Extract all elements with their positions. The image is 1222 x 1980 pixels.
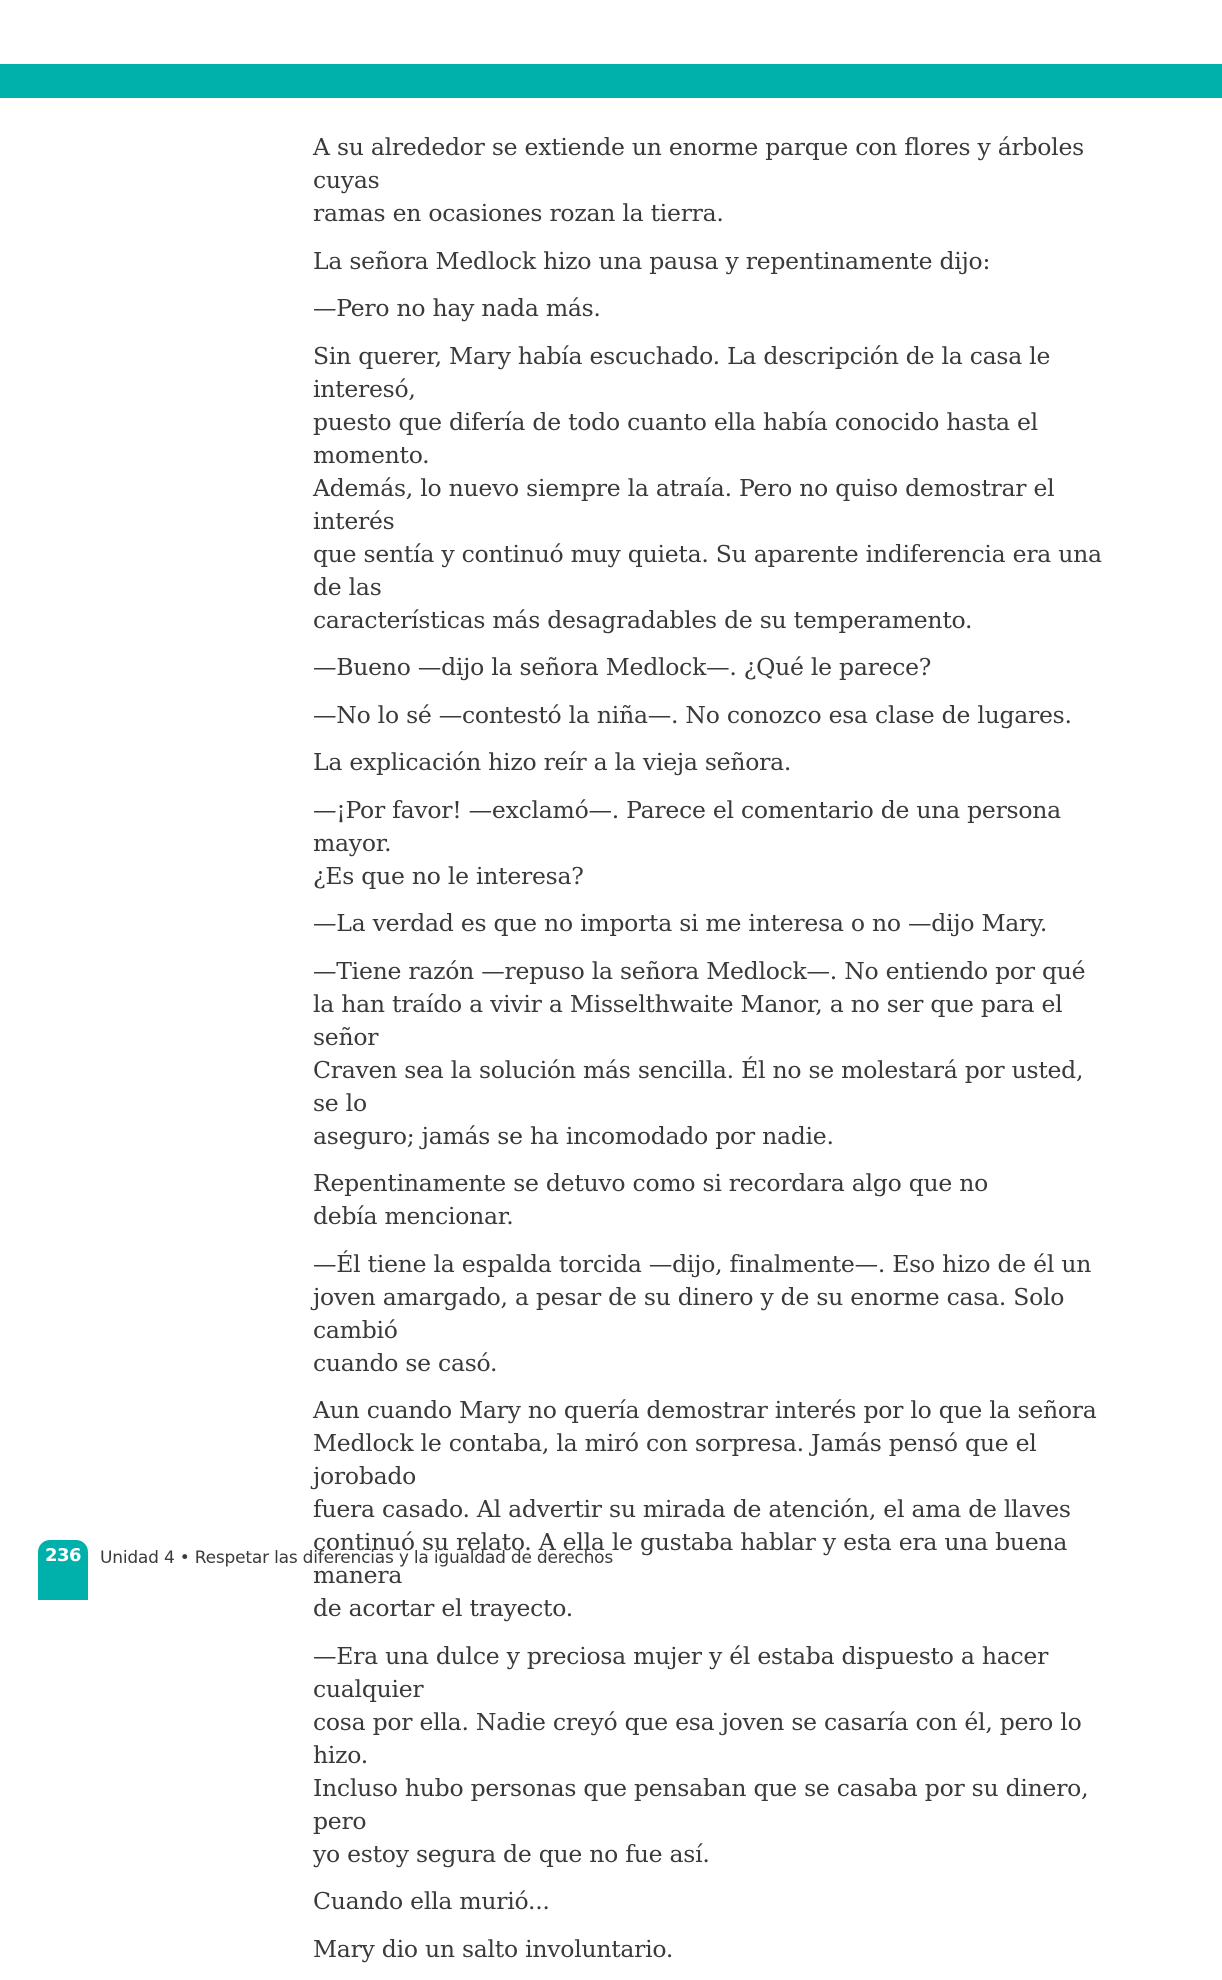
paragraph: —Tiene razón —repuso la señora Medlock—. No entiendo por qué la han traído a vivir a Misselthwaite Manor, a no ser que para el señor Craven sea la solución más sencilla. Él no se molestará por usted, se lo aseguro; jamás se ha incomodado por nadie. bbox=[313, 956, 1086, 1150]
paragraph: —No lo sé —contestó la niña—. No conozco esa clase de lugares. bbox=[313, 700, 1072, 729]
unit-caption: Unidad 4 • Respetar las diferencias y la igualdad de derechos bbox=[100, 1548, 614, 1568]
page-number-tab bbox=[38, 1540, 88, 1600]
paragraph: Cuando ella murió... bbox=[313, 1887, 550, 1915]
page-footer bbox=[0, 1540, 1222, 1600]
paragraph: A su alrededor se extiende un enorme parque con flores y árboles cuyas ramas en ocasiones rozan la tierra. bbox=[313, 133, 1084, 227]
paragraph: La señora Medlock hizo una pausa y repentinamente dijo: bbox=[313, 246, 991, 275]
paragraph: —Era una dulce y preciosa mujer y él estaba dispuesto a hacer cualquier cosa por ella. Nadie creyó que esa joven se casaría con él, pero lo hizo. Incluso hubo personas que pensaban que se casaba por su dinero, pero yo estoy segura de que no fue así. bbox=[313, 1641, 1089, 1868]
paragraph: Repentinamente se detuvo como si recordara algo que no debía mencionar. bbox=[313, 1169, 989, 1230]
page-number: 236 bbox=[44, 1545, 82, 1566]
paragraph: —Pero no hay nada más. bbox=[313, 294, 601, 322]
paragraph: —¡Por favor! —exclamó—. Parece el comentario de una persona mayor. ¿Es que no le interesa? bbox=[313, 795, 1061, 890]
paragraph: —Él tiene la espalda torcida —dijo, finalmente—. Eso hizo de él un joven amargado, a pesar de su dinero y de su enorme casa. Solo cambió cuando se casó. bbox=[313, 1249, 1092, 1377]
paragraph: La explicación hizo reír a la vieja señora. bbox=[313, 748, 792, 776]
header-accent-band bbox=[0, 64, 1222, 98]
paragraph: Sin querer, Mary había escuchado. La descripción de la casa le interesó, puesto que difería de todo cuanto ella había conocido hasta el momento. Además, lo nuevo siempre la atraía. Pero no quiso demostrar el interés que sentía y continuó muy quieta. Su aparente indiferencia era una de las características más desagradables de su temperamento. bbox=[313, 341, 1102, 634]
paragraph: Mary dio un salto involuntario. bbox=[313, 1934, 674, 1963]
story-text bbox=[313, 131, 1113, 1980]
paragraph: —Bueno —dijo la señora Medlock—. ¿Qué le parece? bbox=[313, 653, 932, 681]
paragraph: Aun cuando Mary no quería demostrar interés por lo que la señora Medlock le contaba, la miró con sorpresa. Jamás pensó que el jorobado fuera casado. Al advertir su mirada de atención, el ama de llaves continuó su relato. A ella le gustaba hablar y esta era una buena manera de acortar el trayecto. bbox=[313, 1396, 1097, 1622]
paragraph: —La verdad es que no importa si me interesa o no —dijo Mary. bbox=[313, 909, 1048, 937]
